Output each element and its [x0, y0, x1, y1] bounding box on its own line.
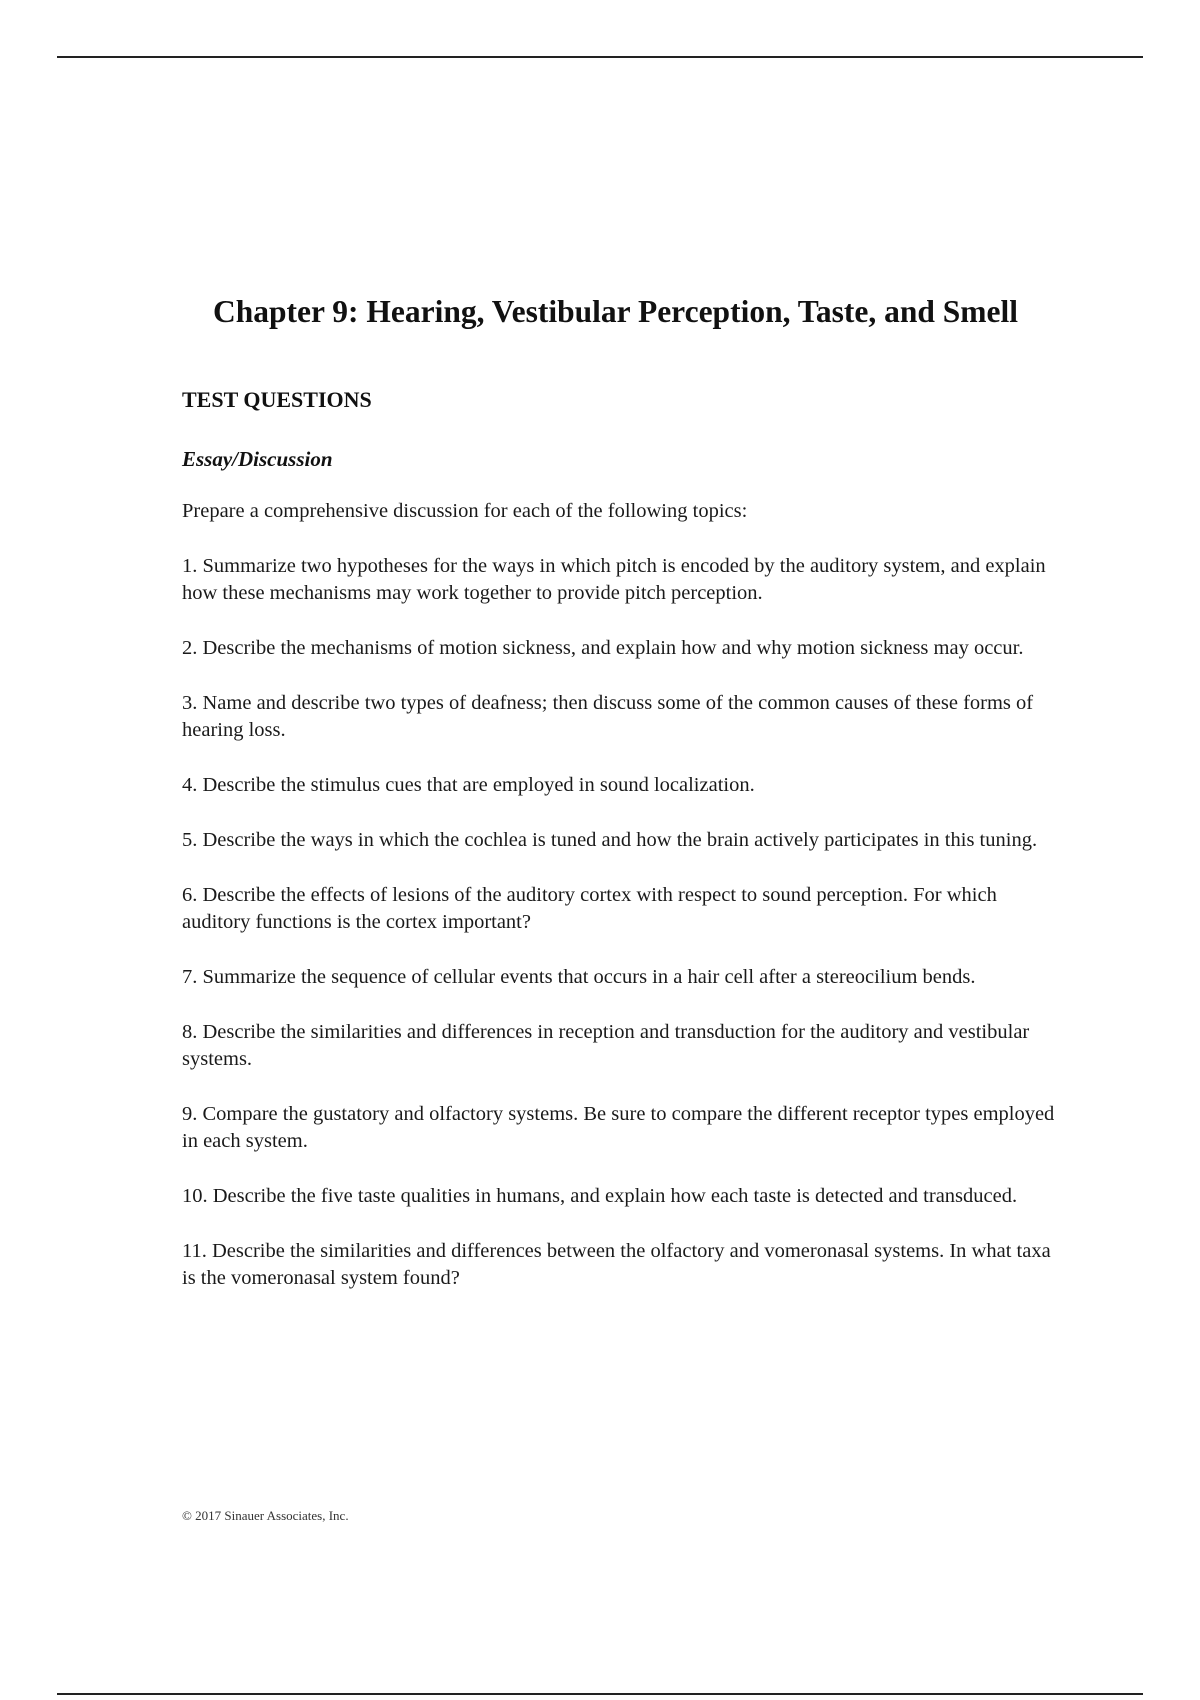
intro-paragraph: Prepare a comprehensive discussion for each of the following topics:	[182, 500, 748, 522]
page-title: Chapter 9: Hearing, Vestibular Perception, Taste, and Smell	[212, 294, 1019, 329]
question-item: 3. Name and describe two types of deafness; then discuss some of the common causes of these forms of hearing loss.	[182, 692, 1034, 741]
question-item: 8. Describe the similarities and differences in reception and transduction for the auditory and vestibular systems.	[182, 1021, 1030, 1070]
section-heading: TEST QUESTIONS	[182, 387, 372, 412]
question-item: 9. Compare the gustatory and olfactory systems. Be sure to compare the different receptor types employed in each system.	[182, 1103, 1055, 1152]
question-item: 11. Describe the similarities and differences between the olfactory and vomeronasal systems. In what taxa is the vomeronasal system found?	[182, 1240, 1051, 1289]
question-item: 4. Describe the stimulus cues that are employed in sound localization.	[182, 774, 755, 796]
copyright-footer: © 2017 Sinauer Associates, Inc.	[182, 1508, 349, 1523]
bottom-rule	[57, 1693, 1143, 1695]
question-item: 2. Describe the mechanisms of motion sickness, and explain how and why motion sickness may occur.	[182, 637, 1024, 659]
question-list	[182, 553, 1062, 1292]
document-body	[182, 384, 1062, 1320]
question-item: 7. Summarize the sequence of cellular events that occurs in a hair cell after a stereocilium bends.	[182, 966, 976, 988]
subheading: Essay/Discussion	[182, 447, 333, 471]
question-item: 6. Describe the effects of lesions of the auditory cortex with respect to sound perception. For which auditory functions is the cortex important?	[182, 884, 997, 933]
question-item: 5. Describe the ways in which the cochlea is tuned and how the brain actively participates in this tuning.	[182, 829, 1038, 851]
question-item: 10. Describe the five taste qualities in humans, and explain how each taste is detected and transduced.	[182, 1185, 1018, 1207]
question-item: 1. Summarize two hypotheses for the ways in which pitch is encoded by the auditory system, and explain how these mechanisms may work together to provide pitch perception.	[182, 555, 1046, 604]
top-rule	[57, 56, 1143, 58]
